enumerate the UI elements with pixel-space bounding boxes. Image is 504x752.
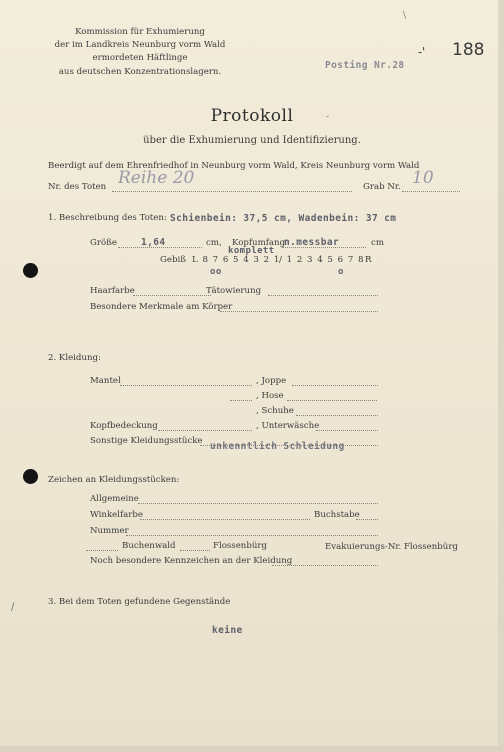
corner-tick: \	[403, 11, 407, 21]
margin-mark: /	[11, 602, 15, 613]
mantel-label: Mantel	[90, 376, 121, 386]
winkelfarbe-line	[140, 519, 310, 520]
section1-heading-value: Schienbein: 37,5 cm, Wadenbein: 37 cm	[170, 213, 397, 224]
org-line-4: aus deutschen Konzentrationslagern.	[58, 67, 222, 77]
paper-edge-right	[498, 0, 504, 752]
org-line-3: ermordeten Häftlinge	[92, 53, 188, 63]
haarfarbe-line	[133, 295, 211, 296]
kopfbedeckung-line	[158, 430, 252, 431]
allgemeine-line	[138, 503, 378, 504]
punch-hole-top	[23, 263, 38, 278]
groesse-label: Größe	[90, 238, 117, 248]
merkmale-line	[220, 311, 378, 312]
gebiss-label: Gebiß	[160, 255, 186, 265]
dash-mark: -'	[418, 45, 426, 59]
schuhe-label: , Schuhe	[256, 406, 294, 416]
page-number: 188	[452, 40, 485, 60]
groesse-value: 1,64	[141, 237, 166, 248]
mantel-line	[120, 385, 252, 386]
taetowierung-line	[268, 295, 378, 296]
sonstige-value: unkenntlich Schleidung	[210, 441, 345, 452]
burial-line: Beerdigt auf dem Ehrenfriedhof in Neunburg vorm Wald, Kreis Neunburg vorm Wald	[48, 161, 420, 171]
taetowierung-label: Tätowierung	[206, 286, 262, 296]
kopfumfang-label: Kopfumfang	[232, 238, 286, 248]
gebiss-marks-left: oo	[210, 267, 222, 277]
hose-line	[287, 400, 377, 401]
zeichen-heading: Zeichen an Kleidungsstücken:	[48, 475, 180, 485]
punch-hole-bottom	[23, 469, 38, 484]
gebiss-r-label: R	[365, 255, 372, 265]
joppe-line	[292, 385, 378, 386]
kopfumfang-value: n.messbar	[284, 237, 340, 248]
title-tick: -	[326, 112, 330, 122]
schuhe-line	[296, 415, 378, 416]
buchstabe-line	[356, 519, 378, 520]
haarfarbe-label: Haarfarbe	[90, 286, 135, 296]
unterwaesche-label: , Unterwäsche	[256, 421, 320, 431]
grab-nr-line	[402, 191, 460, 192]
joppe-label: , Joppe	[256, 376, 287, 386]
hose-line-left	[230, 400, 252, 401]
org-line-2: der im Landkreis Neunburg vorm Wald	[54, 40, 226, 50]
unterwaesche-line	[316, 430, 378, 431]
section3-heading: 3. Bei dem Toten gefundene Gegenstände	[48, 597, 231, 607]
document-title: Protokoll	[210, 106, 294, 126]
noch-label: Noch besondere Kennzeichen an der Kleidung	[90, 556, 293, 566]
merkmale-label: Besondere Merkmale am Körper	[90, 302, 233, 312]
section2-heading: 2. Kleidung:	[48, 353, 101, 363]
hose-label: , Hose	[256, 391, 284, 401]
org-line-1: Kommission für Exhumierung	[75, 27, 205, 37]
buchenwald-line	[86, 550, 118, 551]
section3-value: keine	[212, 625, 243, 636]
nummer-label: Nummer	[90, 526, 129, 536]
nummer-line	[126, 535, 378, 536]
nr-toten-label: Nr. des Toten	[48, 182, 107, 192]
buchenwald-label: Buchenwald	[122, 541, 176, 551]
evakuierungs-label: Evakuierungs-Nr. Flossenbürg	[325, 542, 458, 552]
document-subtitle: über die Exhumierung und Identifizierung.	[143, 135, 361, 146]
allgemeine-label: Allgemeine	[90, 494, 139, 504]
nr-toten-line	[112, 191, 352, 192]
sonstige-label: Sonstige Kleidungsstücke	[90, 436, 203, 446]
cm-label-1: cm,	[206, 238, 222, 248]
winkelfarbe-label: Winkelfarbe	[90, 510, 144, 520]
grab-nr-label: Grab Nr.	[363, 182, 401, 192]
gebiss-typed-value: komplett	[228, 246, 275, 256]
paper-edge-bottom	[0, 746, 504, 752]
nr-toten-value: Reihe 20	[118, 168, 195, 188]
flossenbuerg-label: Flossenbürg	[213, 541, 267, 551]
gebiss-left-teeth: L 8 7 6 5 4 3 2 1	[192, 255, 281, 265]
buchstabe-label: Buchstabe	[314, 510, 360, 520]
cm-label-2: cm	[371, 238, 384, 248]
noch-line	[272, 565, 378, 566]
gebiss-marks-right: o	[338, 267, 344, 277]
grab-nr-value: 10	[412, 168, 434, 188]
kopfbedeckung-label: Kopfbedeckung	[90, 421, 158, 431]
gebiss-right-teeth: / 1 2 3 4 5 6 7 8	[279, 255, 365, 265]
flossenbuerg-line	[180, 550, 210, 551]
section1-heading: 1. Beschreibung des Toten:	[48, 213, 167, 223]
posting-number: Posting Nr.28	[325, 60, 405, 71]
